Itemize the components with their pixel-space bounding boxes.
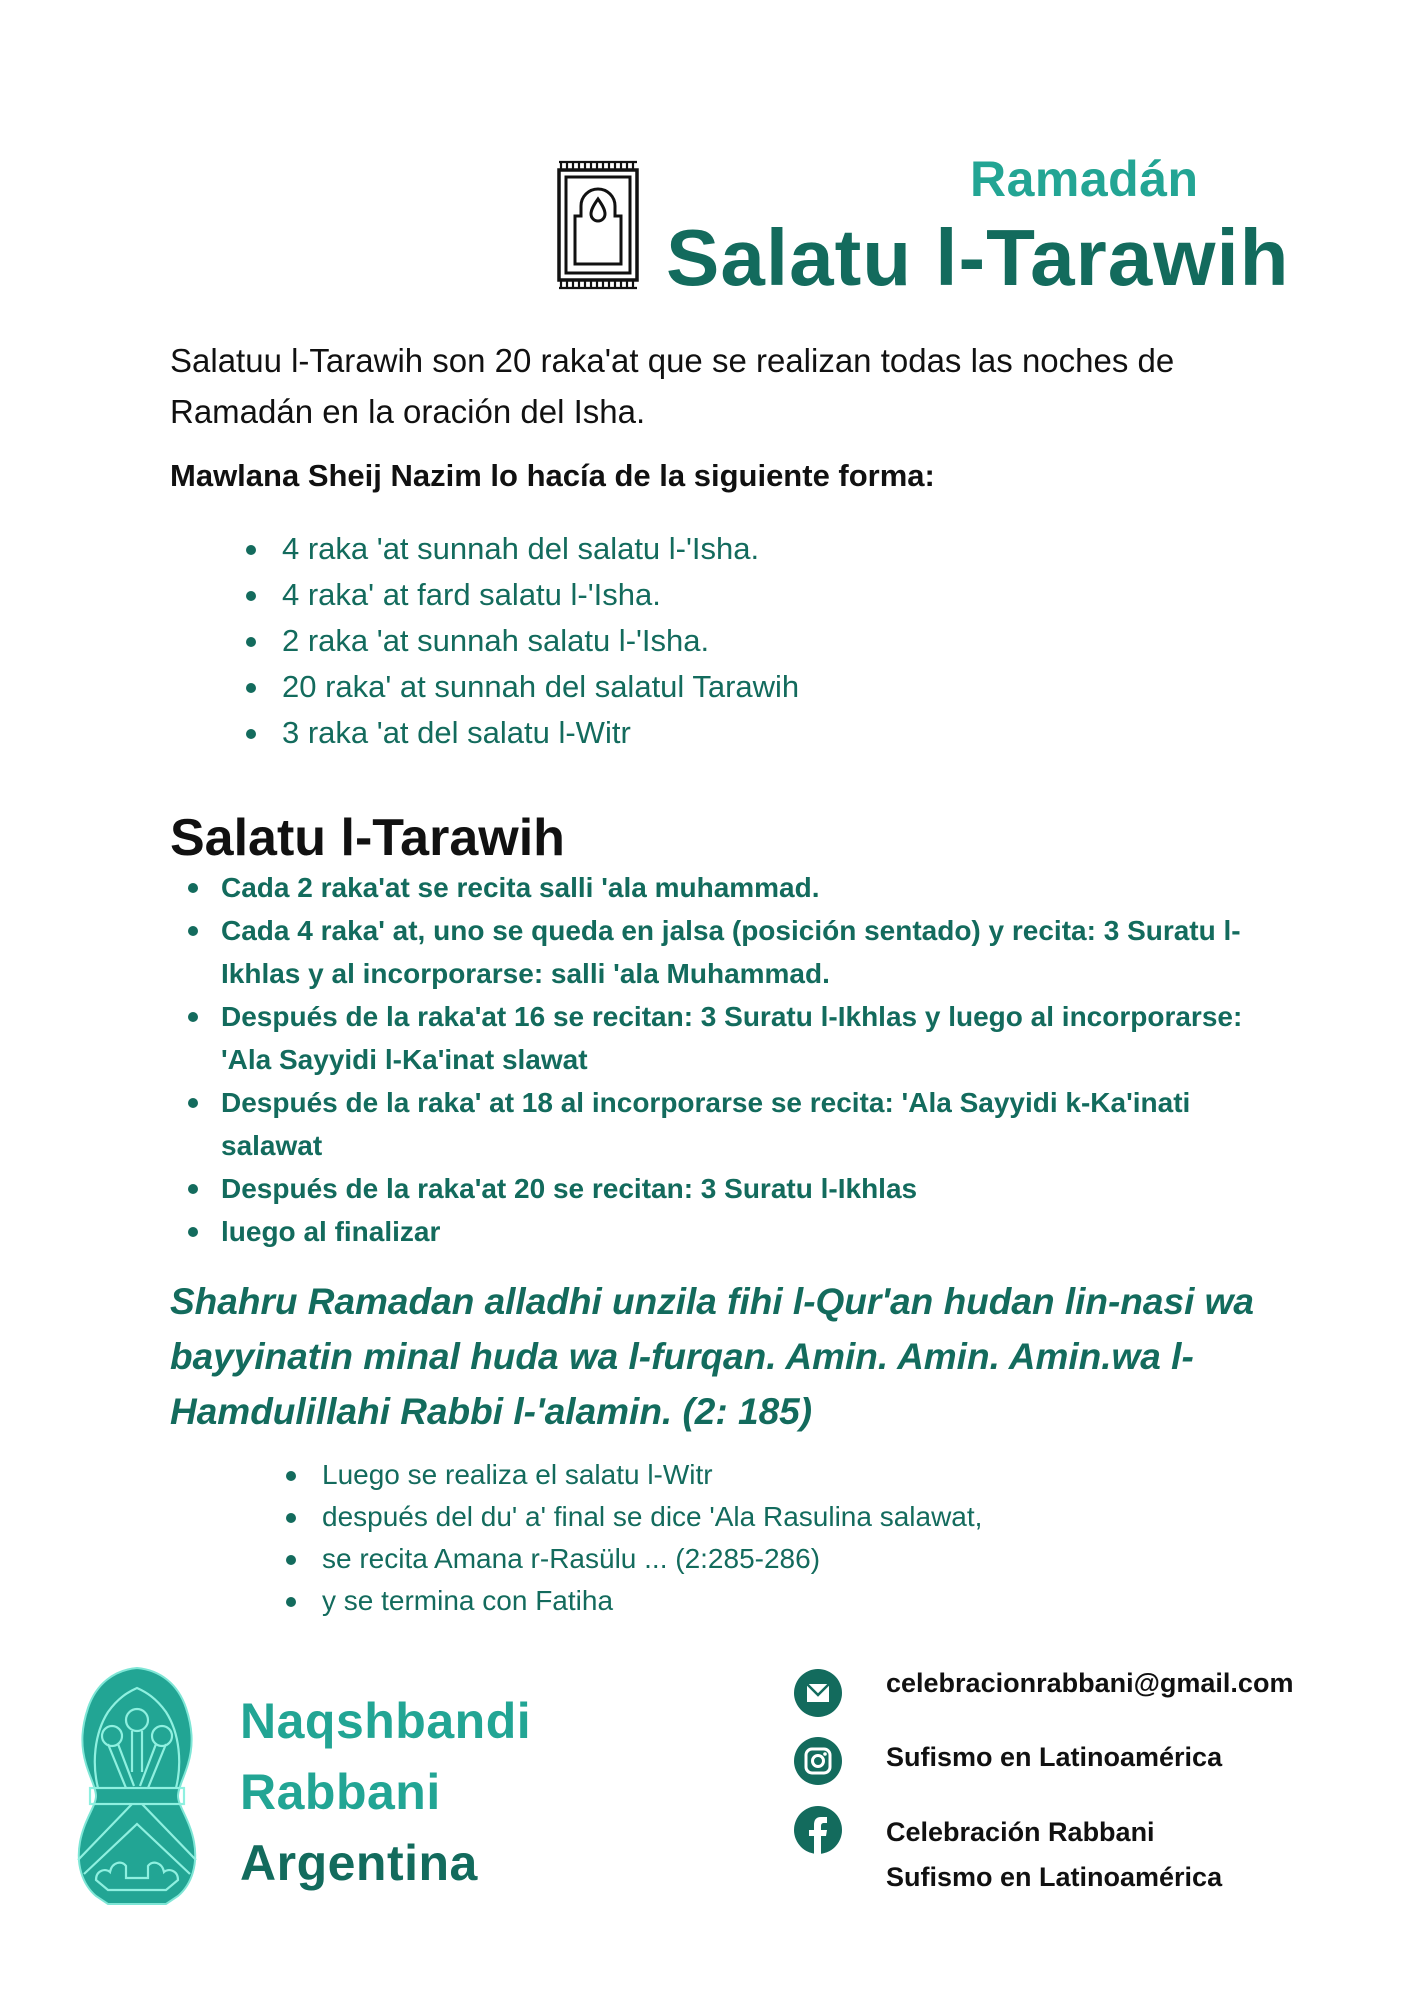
list-item <box>188 909 1268 995</box>
list-item <box>286 1454 1186 1496</box>
list-item-text: 3 raka 'at del salatu l-Witr <box>282 715 631 750</box>
bullet-icon <box>246 591 256 601</box>
list-item-text: se recita Amana r-Rasülu ... (2:285-286) <box>322 1543 821 1574</box>
bullet-icon <box>188 1098 198 1108</box>
list-item <box>286 1496 1186 1538</box>
bullet-icon <box>188 1184 198 1194</box>
facebook-link-line1[interactable]: Celebración Rabbani <box>886 1817 1155 1847</box>
list-item <box>188 866 1268 909</box>
bullet-icon <box>286 1555 296 1565</box>
prayer-rug-icon <box>553 160 643 290</box>
list-item-text: después del du' a' final se dice 'Ala Rasulina salawat, <box>322 1501 983 1532</box>
tarawih-instructions-list <box>188 866 1268 1253</box>
list-item-text: Cada 4 raka' at, uno se queda en jalsa (posición sentado) y recita: 3 Suratu l-Ikhlas y al incorporarse: salli 'ala Muhammad. <box>221 915 1241 989</box>
org-name-line2: Rabbani <box>240 1764 441 1820</box>
intro-paragraph: Salatuu l-Tarawih son 20 raka'at que se realizan todas las noches de Ramadán en la oración del Isha. <box>170 342 1175 430</box>
list-item-text: Cada 2 raka'at se recita salli 'ala muhammad. <box>221 872 820 903</box>
list-item-text: Después de la raka' at 18 al incorporarse se recita: 'Ala Sayyidi k-Ka'inati salawat <box>221 1087 1191 1161</box>
instagram-link[interactable]: Sufismo en Latinoamérica <box>886 1742 1223 1772</box>
list-item-text: Luego se realiza el salatu l-Witr <box>322 1459 713 1490</box>
org-name-line3: Argentina <box>240 1835 478 1891</box>
list-item-text: 4 raka 'at sunnah del salatu l-'Isha. <box>282 531 760 566</box>
list-item <box>286 1580 1186 1622</box>
list-item <box>188 1081 1268 1167</box>
list-item-text: 2 raka 'at sunnah salatu l-'Isha. <box>282 623 710 658</box>
list-item <box>286 1538 1186 1580</box>
list-item-text: Después de la raka'at 16 se recitan: 3 Suratu l-Ikhlas y luego al incorporarse: 'Ala Sayyidi l-Ka'inat slawat <box>221 1001 1243 1075</box>
bullet-icon <box>286 1513 296 1523</box>
naqshbandi-logo <box>74 1664 200 1908</box>
list-item <box>246 572 1146 618</box>
list-item <box>246 618 1146 664</box>
lead-heading: Mawlana Sheij Nazim lo hacía de la siguiente forma: <box>170 458 935 493</box>
bullet-icon <box>188 1012 198 1022</box>
bullet-icon <box>188 1227 198 1237</box>
list-item <box>246 664 1146 710</box>
list-item <box>188 1210 1268 1253</box>
prayer-sequence-list <box>246 526 1146 756</box>
bullet-icon <box>286 1597 296 1607</box>
list-item <box>188 1167 1268 1210</box>
facebook-icon <box>794 1806 842 1854</box>
bullet-icon <box>246 729 256 739</box>
list-item-text: 20 raka' at sunnah del salatul Tarawih <box>282 669 800 704</box>
list-item <box>188 995 1268 1081</box>
list-item-text: y se termina con Fatiha <box>322 1585 614 1616</box>
list-item-text: 4 raka' at fard salatu l-'Isha. <box>282 577 661 612</box>
closing-steps-list <box>286 1454 1186 1622</box>
org-name-line1: Naqshbandi <box>240 1693 532 1749</box>
list-item-text: Después de la raka'at 20 se recitan: 3 Suratu l-Ikhlas <box>221 1173 918 1204</box>
list-item <box>246 526 1146 572</box>
email-icon <box>794 1669 842 1717</box>
instagram-icon <box>794 1737 842 1785</box>
bullet-icon <box>246 545 256 555</box>
bullet-icon <box>246 637 256 647</box>
section-title: Salatu l-Tarawih <box>170 809 565 867</box>
bullet-icon <box>246 683 256 693</box>
page-title: Salatu l-Tarawih <box>666 213 1290 302</box>
facebook-link-line2[interactable]: Sufismo en Latinoamérica <box>886 1862 1223 1892</box>
bullet-icon <box>188 926 198 936</box>
bullet-icon <box>286 1471 296 1481</box>
header-subtitle: Ramadán <box>970 151 1199 207</box>
list-item <box>246 710 1146 756</box>
email-link[interactable]: celebracionrabbani@gmail.com <box>886 1668 1294 1698</box>
quran-verse: Shahru Ramadan alladhi unzila fihi l-Qur'an hudan lin-nasi wa bayyinatin minal huda wa l-furqan. Amin. Amin. Amin.wa l-Hamdulillahi Rabbi l-'alamin. (2: 185) <box>170 1281 1254 1432</box>
org-name <box>240 1686 531 1899</box>
bullet-icon <box>188 883 198 893</box>
list-item-text: luego al finalizar <box>221 1216 441 1247</box>
